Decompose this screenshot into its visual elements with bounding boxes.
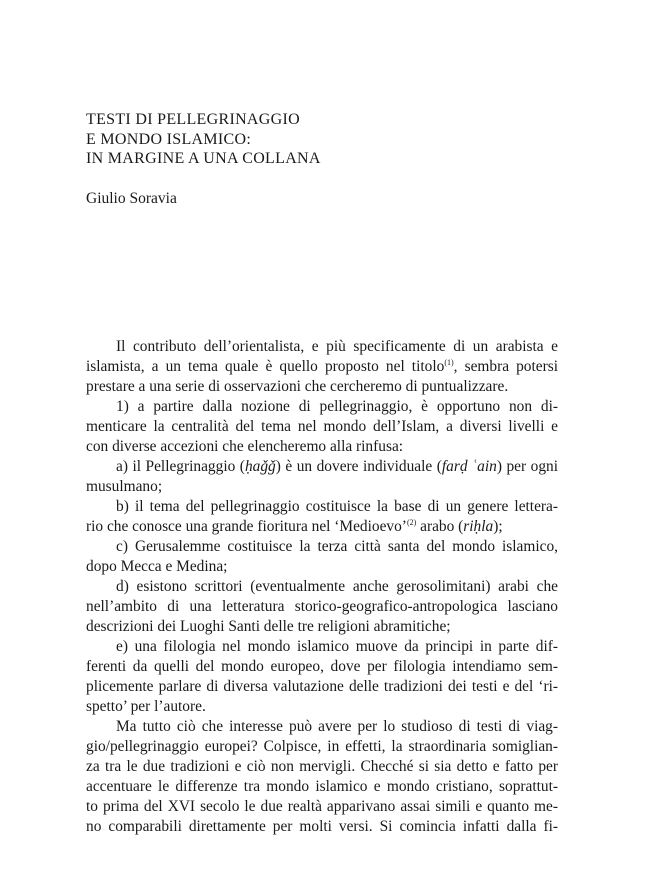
text-line bbox=[86, 657, 558, 677]
transliteration: ḥaǧǧ bbox=[244, 458, 276, 475]
text-fragment: e) una filologia nel mondo islamico muove da principi in parte dif- bbox=[116, 638, 558, 655]
text-line bbox=[86, 377, 558, 397]
text-fragment: ); bbox=[493, 518, 503, 535]
text-line bbox=[86, 337, 558, 357]
text-fragment: spetto’ per l’autore. bbox=[86, 698, 206, 715]
text-fragment: b) il tema del pellegrinaggio costituisce la base di un genere lettera- bbox=[116, 498, 558, 515]
title-line: E MONDO ISLAMICO: bbox=[86, 130, 252, 148]
text-fragment: Ma tutto ciò che interesse può avere per lo studioso di testi di viag- bbox=[116, 718, 558, 735]
text-fragment: ) è un dovere individuale ( bbox=[275, 458, 442, 475]
text-fragment: , sembra potersi bbox=[453, 358, 559, 375]
text-line bbox=[86, 437, 558, 457]
title-line: TESTI DI PELLEGRINAGGIO bbox=[86, 111, 300, 128]
text-fragment: 1) a partire dalla nozione di pellegrinaggio, è opportuno non di- bbox=[116, 398, 558, 415]
text-line bbox=[86, 797, 558, 817]
text-line bbox=[86, 497, 558, 517]
text-fragment: prestare a una serie di osservazioni che cercheremo di puntualizzare. bbox=[86, 378, 509, 395]
text-line bbox=[86, 637, 558, 657]
text-line bbox=[86, 737, 558, 757]
article-body bbox=[86, 337, 558, 837]
text-line bbox=[86, 357, 558, 377]
text-fragment: musulmano; bbox=[86, 478, 163, 495]
text-fragment: islamista, a un tema quale è quello proposto nel titolo bbox=[86, 358, 445, 375]
text-line bbox=[86, 417, 558, 437]
text-fragment: nell’ambito di una letteratura storico-geografico-antropologica lasciano bbox=[86, 598, 558, 615]
text-fragment: accentuare le differenze tra mondo islamico e mondo cristiano, soprattut- bbox=[86, 778, 558, 795]
text-fragment: a) il Pellegrinaggio ( bbox=[116, 458, 245, 475]
text-line bbox=[86, 557, 558, 577]
text-line bbox=[86, 817, 558, 837]
transliteration: riḥla bbox=[463, 518, 494, 535]
text-fragment: dopo Mecca e Medina; bbox=[86, 558, 228, 575]
text-line bbox=[86, 397, 558, 417]
text-line bbox=[86, 457, 558, 477]
text-fragment: descrizioni dei Luoghi Santi delle tre religioni abramitiche; bbox=[86, 618, 451, 635]
text-line bbox=[86, 757, 558, 777]
text-line bbox=[86, 697, 558, 717]
text-line bbox=[86, 677, 558, 697]
text-line bbox=[86, 617, 558, 637]
text-fragment: c) Gerusalemme costituisce la terza città santa del mondo islamico, bbox=[116, 538, 558, 555]
text-line bbox=[86, 577, 558, 597]
text-line bbox=[86, 717, 558, 737]
text-fragment: arabo ( bbox=[416, 518, 464, 535]
text-fragment: gio/pellegrinaggio europei? Colpisce, in effetti, la straordinaria somiglian- bbox=[86, 738, 558, 755]
text-fragment: ferenti da quelli del mondo europeo, dove per filologia intendiamo sem- bbox=[86, 658, 558, 675]
text-line bbox=[86, 597, 558, 617]
transliteration: farḍ ʿain bbox=[441, 458, 497, 475]
text-fragment: con diverse accezioni che elencheremo alla rinfusa: bbox=[86, 438, 404, 455]
text-fragment: rio che conosce una grande fioritura nel ‘Medioevo’ bbox=[86, 518, 407, 535]
text-fragment: Il contributo dell’orientalista, e più specificamente di un arabista e bbox=[116, 338, 558, 355]
text-line bbox=[86, 537, 558, 557]
text-fragment: to prima del XVI secolo le due realtà apparivano assai simili e quanto me- bbox=[86, 798, 558, 815]
text-fragment: d) esistono scrittori (eventualmente anche gerosolimitani) arabi che bbox=[116, 578, 558, 595]
author-name: Giulio Soravia bbox=[86, 190, 177, 207]
title-line: IN MARGINE A UNA COLLANA bbox=[86, 150, 321, 167]
text-line bbox=[86, 517, 558, 537]
text-fragment: za tra le due tradizioni e ciò non mervigli. Checché si sia detto e fatto per bbox=[86, 758, 558, 775]
text-line bbox=[86, 477, 558, 497]
article-title bbox=[86, 110, 566, 169]
text-fragment: no comparabili direttamente per molti versi. Si comincia infatti dalla fi- bbox=[86, 818, 558, 835]
footnote-marker: (2) bbox=[406, 518, 417, 527]
text-fragment: menticare la centralità del tema nel mondo dell’Islam, a diversi livelli e bbox=[86, 418, 558, 435]
text-fragment: ) per ogni bbox=[496, 458, 559, 475]
text-fragment: plicemente parlare di diversa valutazione delle tradizioni dei testi e del ‘ri- bbox=[86, 678, 558, 695]
text-line bbox=[86, 777, 558, 797]
footnote-marker: (1) bbox=[444, 358, 454, 367]
